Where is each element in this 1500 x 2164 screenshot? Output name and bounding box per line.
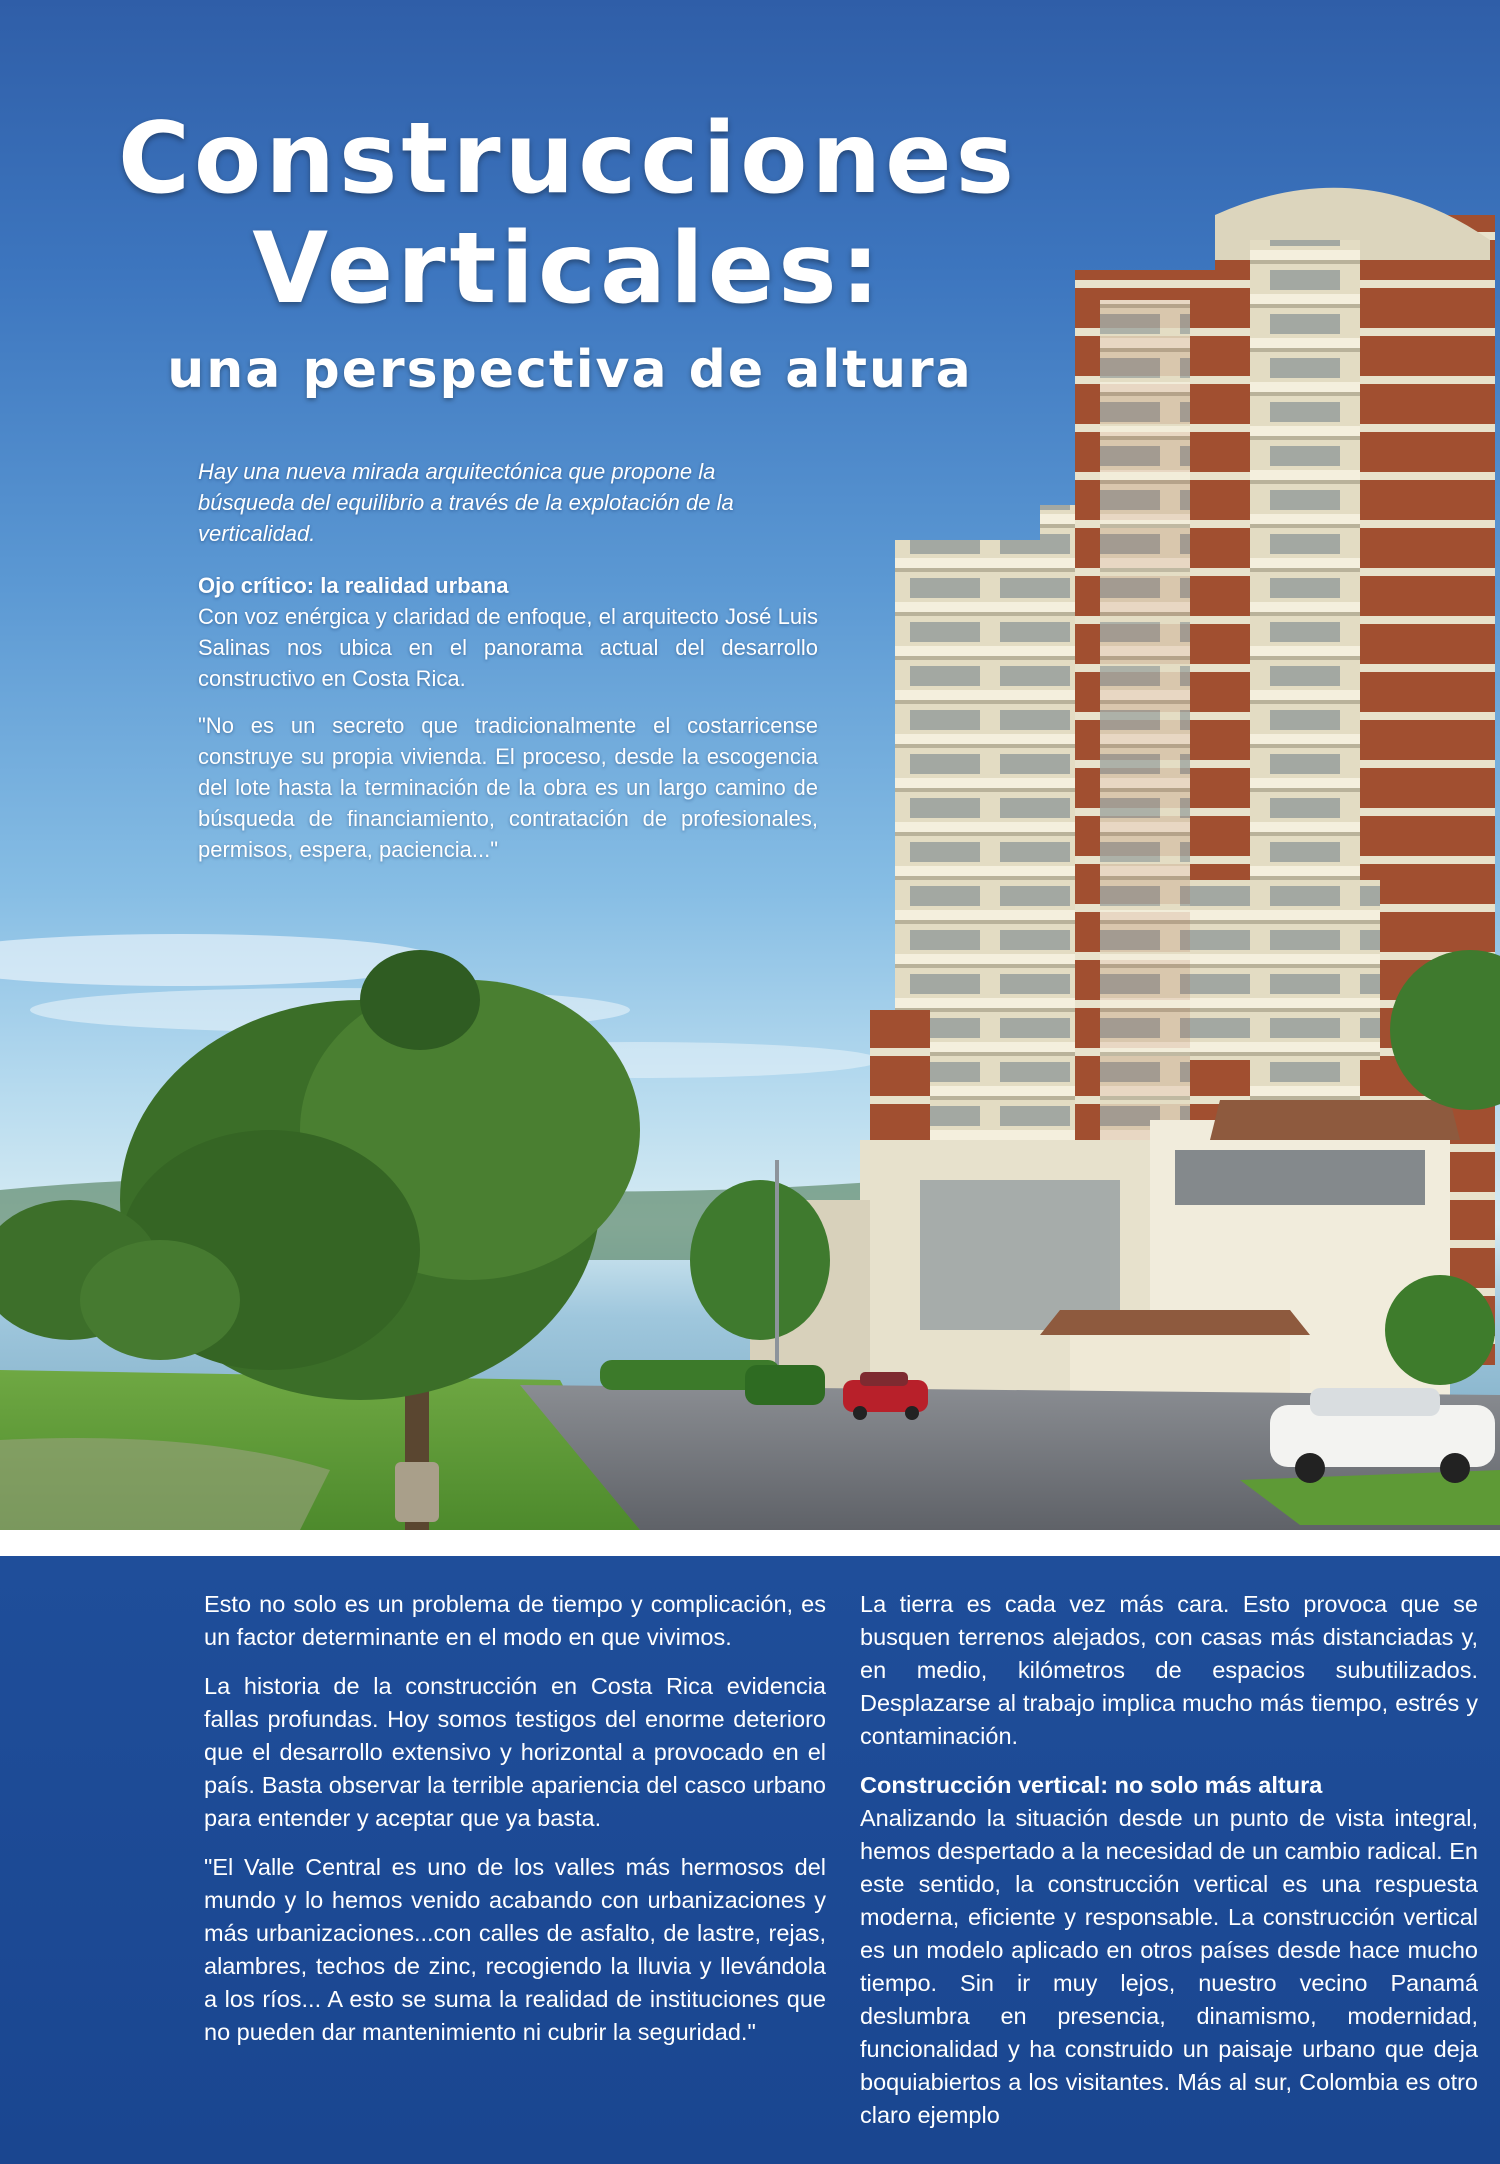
right-column <box>860 1588 1478 2148</box>
body-paragraph: La tierra es cada vez más cara. Esto provoca que se busquen terrenos alejados, con casas más distanciadas y, en medio, kilómetros de espacios subutilizados. Desplazarse al trabajo implica mucho más tiempo, estrés y contaminación. <box>860 1591 1478 1749</box>
section-heading-construccion-vertical: Construcción vertical: no solo más altura <box>860 1772 1323 1798</box>
body-quote: "El Valle Central es uno de los valles más hermosos del mundo y lo hemos venido acabando con urbanizaciones y más urbanizaciones...con calles de asfalto, de lastre, rejas, alambres, techos de zinc, recogiendo la lluvia y llevándola a los ríos... A esto se suma la realidad de instituciones que no pueden dar mantenimiento ni cubrir la seguridad." <box>204 1854 826 2045</box>
intro-lead: Hay una nueva mirada arquitectónica que propone la búsqueda del equilibrio a través de la explotación de la verticalidad. <box>198 459 734 546</box>
left-column <box>204 1588 826 2065</box>
intro-paragraph: Con voz enérgica y claridad de enfoque, el arquitecto José Luis Salinas nos ubica en el panorama actual del desarrollo constructivo en Costa Rica. <box>198 604 818 691</box>
article-title <box>88 102 1048 326</box>
body-paragraph: Analizando la situación desde un punto de vista integral, hemos despertado a la necesidad de un cambio radical. En este sentido, la construcción vertical es una respuesta moderna, eficiente y responsable. La construcción vertical es un modelo aplicado en otros países desde hace mucho tiempo. Sin ir muy lejos, nuestro vecino Panamá deslumbra en presencia, dinamismo, modernidad, funcionalidad y ha construido un paisaje urbano que deja boquiabiertos a los visitantes. Más al sur, Colombia es otro claro ejemplo <box>860 1805 1478 2128</box>
intro-quote: "No es un secreto que tradicionalmente el costarricense construye su propia vivienda. El proceso, desde la escogencia del lote hasta la terminación de la obra es un largo camino de búsqueda de financiamiento, contratación de profesionales, permisos, espera, paciencia..." <box>198 713 818 862</box>
body-paragraph: La historia de la construcción en Costa Rica evidencia fallas profundas. Hoy somos testigos del enorme deterioro que el desarrollo extensivo y horizontal a provocado en el país. Basta observar la terrible apariencia del casco urbano para entender y aceptar que ya basta. <box>204 1673 826 1831</box>
title-line-2: Verticales: <box>252 212 884 326</box>
title-line-1: Construcciones <box>118 102 1018 216</box>
section-heading-ojo-critico: Ojo crítico: la realidad urbana <box>198 573 509 598</box>
body-text-panel <box>0 1556 1500 2164</box>
article-subtitle: una perspectiva de altura <box>167 340 973 400</box>
body-paragraph: Esto no solo es un problema de tiempo y complicación, es un factor determinante en el modo en que vivimos. <box>204 1591 826 1650</box>
